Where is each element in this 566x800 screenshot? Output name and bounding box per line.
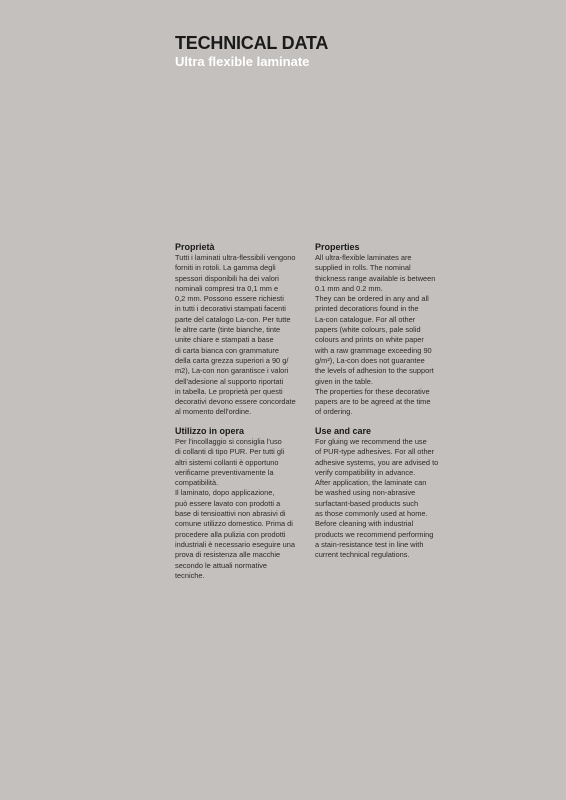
section-properties [315, 242, 450, 418]
section-body-use-and-care: For gluing we recommend the use of PUR-type adhesives. For all other adhesive systems, you are advised to verify compatibility in advance. After application, the laminate can be washed using non-abrasive surfactant-based products such as those commonly used at home. Before cleaning with industrial products we recommend performing a stain-resistance test in line with current technical regulations. [315, 437, 439, 560]
section-title-properties: Properties [315, 242, 360, 252]
section-title-proprieta: Proprietà [175, 242, 215, 252]
section-title-utilizzo: Utilizzo in opera [175, 426, 245, 436]
page-subtitle: Ultra flexible laminate [175, 54, 310, 69]
section-proprieta [175, 242, 310, 418]
section-body-proprieta: Tutti i laminati ultra-flessibili vengono forniti in rotoli. La gamma degli spessori disponibili ha dei valori nominali compresi tra 0,1 mm e 0,2 mm. Possono essere richiesti in tutti i decorativi stampati facenti parte del catalogo La-con. Per tutte le altre carte (tinte bianche, tinte unite chiare e stampati a base di carta bianca con grammature della carta grezza superiori a 90 g/ m2), La-con non garantisce i valori dell'adesione al supporto riportati in tabella. Le proprietà per questi decorativi devono essere concordate al momento dell'ordine. [175, 253, 296, 417]
section-body-utilizzo: Per l'incollaggio si consiglia l'uso di collanti di tipo PUR. Per tutti gli altri sistemi collanti è opportuno verificarne preventivamente la compatibilità. Il laminato, dopo applicazione, può essere lavato con prodotti a base di tensioattivi non abrasivi di comune utilizzo domestico. Prima di procedere alla pulizia con prodotti industriali è necessario eseguire una prova di resistenza alle macchie secondo le attuali normative tecniche. [175, 437, 295, 580]
section-use-and-care [315, 426, 450, 561]
page-title: TECHNICAL DATA [175, 33, 329, 53]
section-body-properties: All ultra-flexible laminates are supplied in rolls. The nominal thickness range available is between 0.1 mm and 0.2 mm. They can be ordered in any and all printed decorations found in the La-con catalogue. For all other papers (white colours, pale solid colours and prints on white paper with a raw grammage exceeding 90 g/m²), La-con does not guarantee the levels of adhesion to the support given in the table. The properties for these decorative papers are to be agreed at the time of ordering. [315, 253, 436, 417]
section-title-use-and-care: Use and care [315, 426, 372, 436]
section-utilizzo [175, 426, 310, 581]
